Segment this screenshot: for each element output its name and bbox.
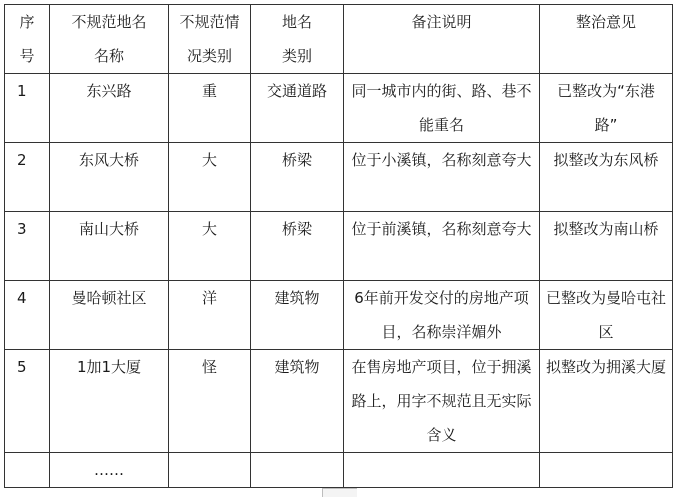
header-note: 备注说明	[344, 5, 540, 74]
cell-no: 4	[5, 281, 50, 350]
cell-note: 位于小溪镇，名称刻意夸大	[344, 143, 540, 212]
cell-type: 大	[169, 143, 251, 212]
table-row	[5, 453, 673, 488]
cell-name-ellipsis: ……	[50, 453, 169, 488]
cell-note: 在售房地产项目，位于拥溪路上，用字不规范且无实际含义	[344, 350, 540, 453]
cell-no: 3	[5, 212, 50, 281]
header-category-line-1: 地名	[281, 13, 312, 31]
cell-name: 曼哈顿社区	[50, 281, 169, 350]
header-fix: 整治意见	[540, 5, 673, 74]
table-body	[5, 74, 673, 488]
table-row	[5, 281, 673, 350]
header-name	[50, 5, 169, 74]
cell-no: 1	[5, 74, 50, 143]
header-type	[169, 5, 251, 74]
cell-type	[169, 453, 251, 488]
header-no-line-1: 序	[19, 13, 35, 31]
header-name-line-2: 名称	[93, 47, 124, 65]
cell-category: 建筑物	[251, 281, 344, 350]
header-no	[5, 5, 50, 74]
header-type-line-2: 况类别	[186, 47, 232, 65]
cell-category: 交通道路	[251, 74, 344, 143]
table-container	[4, 4, 673, 488]
header-no-line-2: 号	[19, 47, 35, 65]
cell-fix	[540, 453, 673, 488]
cell-type: 怪	[169, 350, 251, 453]
nonstandard-place-names-table	[4, 4, 673, 488]
cell-note	[344, 453, 540, 488]
cell-note: 同一城市内的街、路、巷不能重名	[344, 74, 540, 143]
cell-category: 建筑物	[251, 350, 344, 453]
cell-fix: 拟整改为拥溪大厦	[540, 350, 673, 453]
header-type-line-1: 不规范情	[179, 13, 240, 31]
cell-fix: 已整改为“东港路”	[540, 74, 673, 143]
cell-fix: 已整改为曼哈屯社区	[540, 281, 673, 350]
table-header	[5, 5, 673, 74]
cell-no: 5	[5, 350, 50, 453]
cell-name: 东兴路	[50, 74, 169, 143]
cell-no	[5, 453, 50, 488]
header-row	[5, 5, 673, 74]
cell-fix: 拟整改为东风桥	[540, 143, 673, 212]
table-row	[5, 143, 673, 212]
cell-name: 东风大桥	[50, 143, 169, 212]
cell-note: 位于前溪镇，名称刻意夸大	[344, 212, 540, 281]
cell-name: 南山大桥	[50, 212, 169, 281]
header-category	[251, 5, 344, 74]
cell-type: 洋	[169, 281, 251, 350]
cell-name: 1加1大厦	[50, 350, 169, 453]
cell-no: 2	[5, 143, 50, 212]
header-name-line-1: 不规范地名	[71, 13, 147, 31]
cell-category	[251, 453, 344, 488]
cell-fix: 拟整改为南山桥	[540, 212, 673, 281]
cell-category: 桥梁	[251, 212, 344, 281]
cell-type: 大	[169, 212, 251, 281]
cell-category: 桥梁	[251, 143, 344, 212]
table-row	[5, 350, 673, 453]
cell-note: 6年前开发交付的房地产项目，名称崇洋媚外	[344, 281, 540, 350]
table-row	[5, 212, 673, 281]
table-row	[5, 74, 673, 143]
cell-type: 重	[169, 74, 251, 143]
header-category-line-2: 类别	[281, 47, 312, 65]
